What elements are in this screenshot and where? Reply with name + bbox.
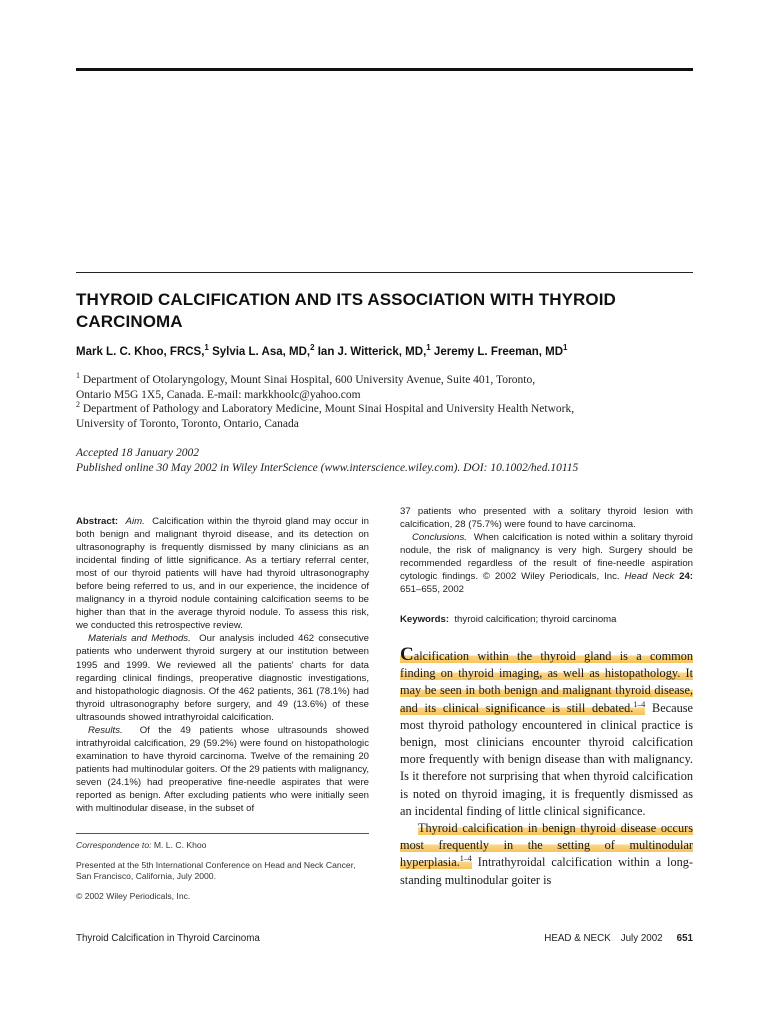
affiliation-item xyxy=(76,388,693,403)
author-affiliation-mark: 1 xyxy=(563,343,568,353)
author-name: Mark L. C. Khoo, FRCS, xyxy=(76,346,205,358)
correspondence-rule xyxy=(76,833,369,834)
conclusions-text: When calcification is noted within a solitary thyroid nodule, the risk of malignancy is very high. Surgery should be recommended regardless of the result of fine-needle aspiration cytologic findings. © 2002 Wiley Periodicals, Inc. xyxy=(400,532,693,583)
abstract-conclusions xyxy=(400,531,693,596)
citation-volume: 24: xyxy=(679,571,693,583)
reference-mark[interactable]: 1–4 xyxy=(459,854,472,864)
affiliation-item xyxy=(76,417,693,432)
author-name: Jeremy L. Freeman, MD xyxy=(433,346,564,358)
methods-text: Our analysis included 462 consecutive patients who underwent thyroid surgery at our institution between 1995 and 1999. We reviewed all the patients' charts for data regarding clinical findings, preoperative diagnostic investigations, and histopathologic diagnosis. Of the 462 patients, 361 (78.1%) had thyroid ultrasonography before surgery, and 49 (13.6%) of these ultrasounds showed intrathyroidal calcification. xyxy=(76,633,369,723)
top-rule xyxy=(76,68,693,71)
affiliation-number: 2 xyxy=(76,400,80,410)
highlight-text: Thyroid calcification in benign thyroid disease occurs most frequently in the setting of multinodular hyperplasia. xyxy=(400,821,693,870)
correspondence-name: M. L. C. Khoo xyxy=(153,840,207,850)
abstract-right-column xyxy=(400,505,693,596)
aim-text: Calcification within the thyroid gland may occur in both benign and malignant thyroid disease, and its detection on ultrasonography is frequently dismissed by many clinicians as an incidental finding of little significance. As a tertiary referral center, most of our thyroid patients will have had thyroid ultrasonography before being referred to us, and in our experience, the incidence of malignancy in a thyroid nodule containing calcification seems to be higher than that in the average thyroid nodule. To assess this risk, we conducted this retrospective review. xyxy=(76,516,369,632)
affiliation-text: Department of Otolaryngology, Mount Sinai Hospital, 600 University Avenue, Suite 401, Toronto, xyxy=(82,374,536,386)
abstract-methods xyxy=(76,632,369,723)
published-online: Published online 30 May 2002 in Wiley InterScience (www.interscience.wiley.com). DOI: 10.1002/hed.10115 xyxy=(76,462,579,474)
aim-label: Aim. xyxy=(125,516,145,527)
correspondence-label: Correspondence to: xyxy=(76,840,152,850)
copyright-note: © 2002 Wiley Periodicals, Inc. xyxy=(76,890,191,901)
publication-dates xyxy=(76,446,693,476)
author-affiliation-mark: 1 xyxy=(426,343,431,353)
issue-date: July 2002 xyxy=(620,933,663,944)
highlight-text: alcification within the thyroid gland is a common finding on thyroid imaging, as well as histopathology. It may be seen in both benign and malignant thyroid disease, and its clinical significance is still debated. xyxy=(400,649,693,715)
author-affiliation-mark: 2 xyxy=(310,343,315,353)
body-text-run: Because most thyroid pathology encountered in clinical practice is benign, most clinicians encounter thyroid calcification more frequently with benign disease than with malignancy. Is it therefore not surprising that when thyroid calcification is noted on thyroid imaging, it is frequently dismissed as an incidental finding of little clinical significance. xyxy=(400,700,693,818)
methods-label: Materials and Methods. xyxy=(88,633,191,645)
body-text xyxy=(400,644,693,889)
author-name: Ian J. Witterick, MD, xyxy=(317,346,427,358)
reference-mark[interactable]: 1–4 xyxy=(633,699,646,709)
citation-pages: 651–655, 2002 xyxy=(400,584,465,596)
keywords xyxy=(400,613,693,626)
article-title: THYROID CALCIFICATION AND ITS ASSOCIATION WITH THYROID CARCINOMA xyxy=(76,290,616,331)
keywords-text: thyroid calcification; thyroid carcinoma xyxy=(454,614,617,625)
drop-cap: C xyxy=(400,644,414,665)
results-text: Of the 49 patients whose ultrasounds showed intrathyroidal calcification, 29 (59.2%) were found on histopathologic examination to have thyroid carcinoma. Twelve of the remaining 20 patients had multinodular goiters. Of the 29 patients with malignancy, seven (24.1%) had preoperative fine-needle aspirates that were reported as benign. After excluding patients who were initially seen with multinodular disease, in the subset of xyxy=(76,724,369,815)
body-paragraph xyxy=(400,644,693,820)
header-rule xyxy=(76,272,693,273)
author-list xyxy=(76,344,693,360)
affiliation-text: Ontario M5G 1X5, Canada. E-mail: markkhoolc@yahoo.com xyxy=(76,388,361,401)
author-name: Sylvia L. Asa, MD, xyxy=(212,346,311,358)
conclusions-label: Conclusions. xyxy=(412,532,467,544)
affiliation-item xyxy=(76,373,693,388)
page-number: 651 xyxy=(676,933,693,944)
results-label: Results. xyxy=(88,724,123,736)
author-affiliation-mark: 1 xyxy=(204,343,209,353)
abstract-left-column xyxy=(76,515,369,815)
affiliation-text: Department of Pathology and Laboratory Medicine, Mount Sinai Hospital and University Health Network, xyxy=(82,403,575,415)
journal-name: HEAD & NECK xyxy=(544,933,611,944)
correspondence-line xyxy=(76,840,369,852)
keywords-label: Keywords: xyxy=(400,614,450,625)
abstract-results xyxy=(76,724,369,815)
running-footer xyxy=(544,933,693,944)
correspondence-block xyxy=(76,840,369,910)
presented-note: Presented at the 5th International Conference on Head and Neck Cancer, San Francisco, California, July 2000. xyxy=(76,859,356,881)
affiliation-item xyxy=(76,402,693,417)
results-continued: 37 patients who presented with a solitary thyroid lesion with calcification, 28 (75.7%) were found to have carcinoma. xyxy=(400,506,693,531)
running-title: Thyroid Calcification in Thyroid Carcinoma xyxy=(76,933,260,944)
body-paragraph xyxy=(400,820,693,889)
abstract-aim xyxy=(76,515,369,632)
abstract-label: Abstract: xyxy=(76,516,119,527)
affiliation-text: University of Toronto, Toronto, Ontario, Canada xyxy=(76,417,299,430)
accepted-date: Accepted 18 January 2002 xyxy=(76,447,199,459)
affiliations xyxy=(76,373,693,431)
journal-citation: Head Neck xyxy=(624,571,675,583)
affiliation-number: 1 xyxy=(76,371,80,381)
body-text-run: Intrathyroidal calcification within a long-standing multinodular goiter is xyxy=(400,855,693,887)
